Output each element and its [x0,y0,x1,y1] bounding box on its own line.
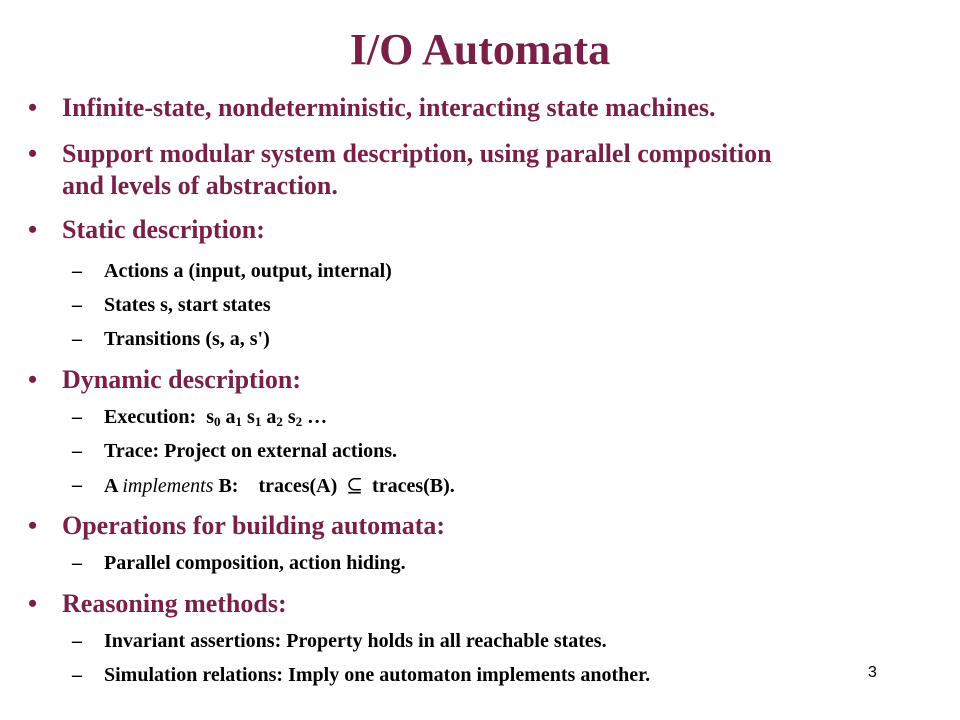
reasoning-item-invariant: Invariant assertions: Property holds in all reachable states. [104,630,607,652]
dynamic-item-implements [104,472,924,499]
implements-word: implements [122,475,214,497]
bullet-static-description: Static description: [62,215,265,244]
exec-a2-sub: 2 [276,414,283,429]
sub-dash: – [72,294,82,316]
sub-dash: – [72,474,82,496]
bullet-modular-line1: Support modular system description, using parallel composition [62,139,772,168]
operations-item-parallel: Parallel composition, action hiding. [104,552,406,574]
exec-s0: s [206,406,215,428]
bullet-infinite-state: Infinite-state, nondeterministic, interacting state machines. [62,93,716,122]
exec-s1-sub: 1 [254,414,262,429]
exec-s0-sub: 0 [214,414,221,429]
sub-dash: – [72,630,82,652]
exec-s2-sub: 2 [295,414,303,429]
exec-s2: s [287,406,296,428]
sub-dash: – [72,552,82,574]
bullet-dot: • [28,511,38,540]
bullet-modular-line2: and levels of abstraction. [62,171,338,200]
bullet-operations: Operations for building automata: [62,511,446,540]
exec-a1-sub: 1 [235,414,243,429]
exec-a1: a [225,406,236,428]
bullet-dot: • [28,93,38,122]
static-item-transitions: Transitions (s, a, s') [104,328,270,350]
implements-suffix: traces(B). [372,475,455,497]
exec-a2: a [266,406,277,428]
slide-title: I/O Automata [349,25,611,74]
exec-ellipsis: … [307,406,328,428]
bullet-reasoning: Reasoning methods: [62,589,287,618]
static-item-actions: Actions a (input, output, internal) [104,260,392,282]
static-item-states: States s, start states [104,294,271,316]
bullet-dot: • [28,589,38,618]
bullet-dot: • [28,215,38,244]
implements-mid: B: traces(A) [218,475,338,497]
subset-icon: ⊆ [346,473,364,497]
page-number: 3 [868,664,877,681]
sub-dash: – [72,260,82,282]
sub-dash: – [72,328,82,350]
dynamic-item-trace: Trace: Project on external actions. [104,440,398,462]
exec-s1: s [247,406,255,428]
execution-label: Execution: [104,406,197,428]
sub-dash: – [72,406,82,428]
bullet-dynamic-description: Dynamic description: [62,365,302,394]
sub-dash: – [72,440,82,462]
dynamic-item-execution [104,404,924,435]
reasoning-item-simulation: Simulation relations: Imply one automaton implements another. [104,664,651,686]
bullet-dot: • [28,365,38,394]
sub-dash: – [72,664,82,686]
bullet-dot: • [28,139,38,168]
implements-prefix: A [104,475,118,497]
